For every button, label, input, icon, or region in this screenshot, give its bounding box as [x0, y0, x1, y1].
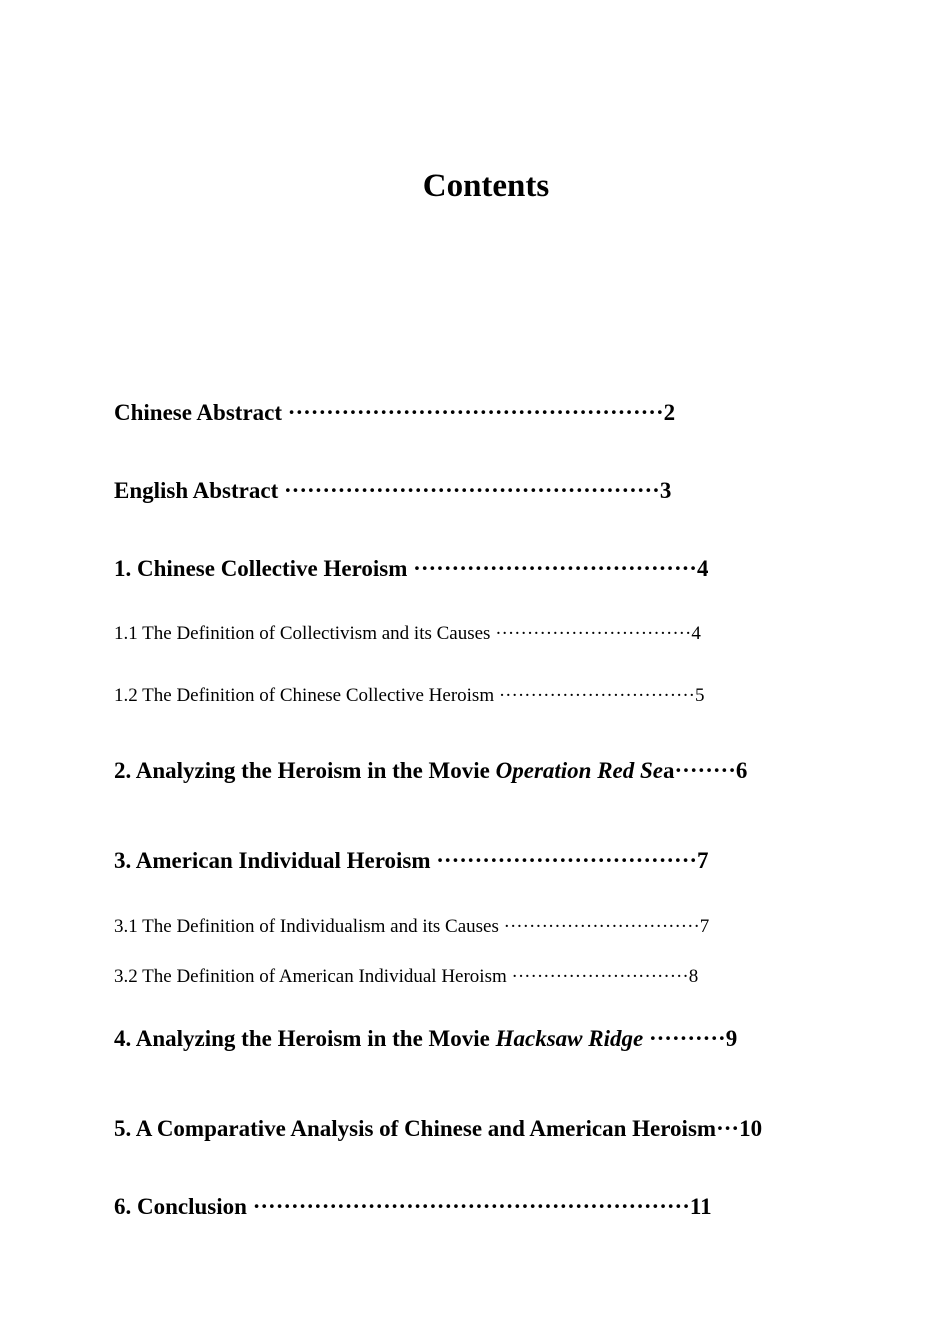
toc-leader-dots: ·························································: [246, 1194, 690, 1219]
toc-entry-title: 1.2 The Definition of Chinese Collective Heroism: [114, 685, 495, 706]
toc-leader-dots: ·······························: [490, 623, 692, 644]
toc-leader-dots: ··········: [643, 1026, 726, 1051]
toc-entry-section-6[interactable]: [114, 1192, 712, 1222]
toc-entry-title: 5. A Comparative Analysis of Chinese and American Heroism: [114, 1116, 717, 1141]
toc-entry-title: 4. Analyzing the Heroism in the Movie: [114, 1026, 496, 1051]
toc-entry-section-3-2[interactable]: [114, 964, 698, 990]
toc-leader-dots: ·················································: [282, 400, 664, 425]
toc-entry-section-1-1[interactable]: [114, 621, 701, 647]
toc-entry-movie-title: Hacksaw Ridge: [495, 1026, 644, 1051]
toc-leader-dots: ·······························: [498, 916, 700, 937]
toc-entry-movie-title: Operation Red Se: [495, 758, 664, 783]
toc-page-number: 8: [688, 966, 699, 987]
toc-entry-section-2[interactable]: [114, 756, 747, 786]
toc-entry-title: Chinese Abstract: [114, 400, 283, 425]
toc-leader-dots: ·······························: [494, 685, 696, 706]
toc-entry-title: 6. Conclusion: [114, 1194, 247, 1219]
toc-page-number: 3: [659, 478, 672, 503]
toc-entry-title: 1.1 The Definition of Collectivism and its Causes: [114, 623, 491, 644]
toc-entry-title: English Abstract: [114, 478, 279, 503]
toc-page-number: 5: [695, 685, 705, 706]
toc-entry-chinese-abstract[interactable]: [114, 398, 675, 428]
toc-leader-dots: ···: [716, 1116, 740, 1141]
toc-entry-english-abstract[interactable]: [114, 476, 671, 506]
toc-entry-title: 3.2 The Definition of American Individual Heroism: [114, 966, 507, 987]
toc-page-number: 7: [699, 916, 710, 937]
toc-entry-section-1[interactable]: [114, 554, 708, 584]
toc-leader-dots: ··································: [430, 848, 698, 873]
page-title: Contents: [422, 168, 550, 204]
toc-leader-dots: ····························: [506, 966, 689, 987]
toc-entry-section-1-2[interactable]: [114, 683, 705, 709]
toc-page-number: 9: [725, 1026, 738, 1051]
toc-page-number: 10: [739, 1116, 763, 1141]
toc-entry-title: 3.1 The Definition of Individualism and its Causes: [114, 916, 499, 937]
toc-entry-section-3[interactable]: [114, 846, 709, 876]
toc-leader-dots: ·················································: [278, 478, 660, 503]
toc-page-number: 4: [696, 556, 709, 581]
toc-entry-title-tail: a: [663, 758, 675, 783]
toc-page-number: 4: [691, 623, 701, 644]
toc-page-number: 6: [735, 758, 748, 783]
toc-entry-section-5[interactable]: [114, 1114, 762, 1144]
toc-leader-dots: ·····································: [407, 556, 697, 581]
toc-leader-dots: ········: [674, 758, 736, 783]
toc-page-number: 7: [697, 848, 709, 873]
toc-entry-title: 1. Chinese Collective Heroism: [114, 556, 408, 581]
toc-entry-section-3-1[interactable]: [114, 914, 709, 940]
toc-entry-section-4[interactable]: [114, 1024, 737, 1054]
toc-page-number: 11: [689, 1194, 712, 1219]
toc-entry-title: 3. American Individual Heroism: [114, 848, 431, 873]
toc-entry-title: 2. Analyzing the Heroism in the Movie: [114, 758, 496, 783]
toc-page-number: 2: [663, 400, 676, 425]
